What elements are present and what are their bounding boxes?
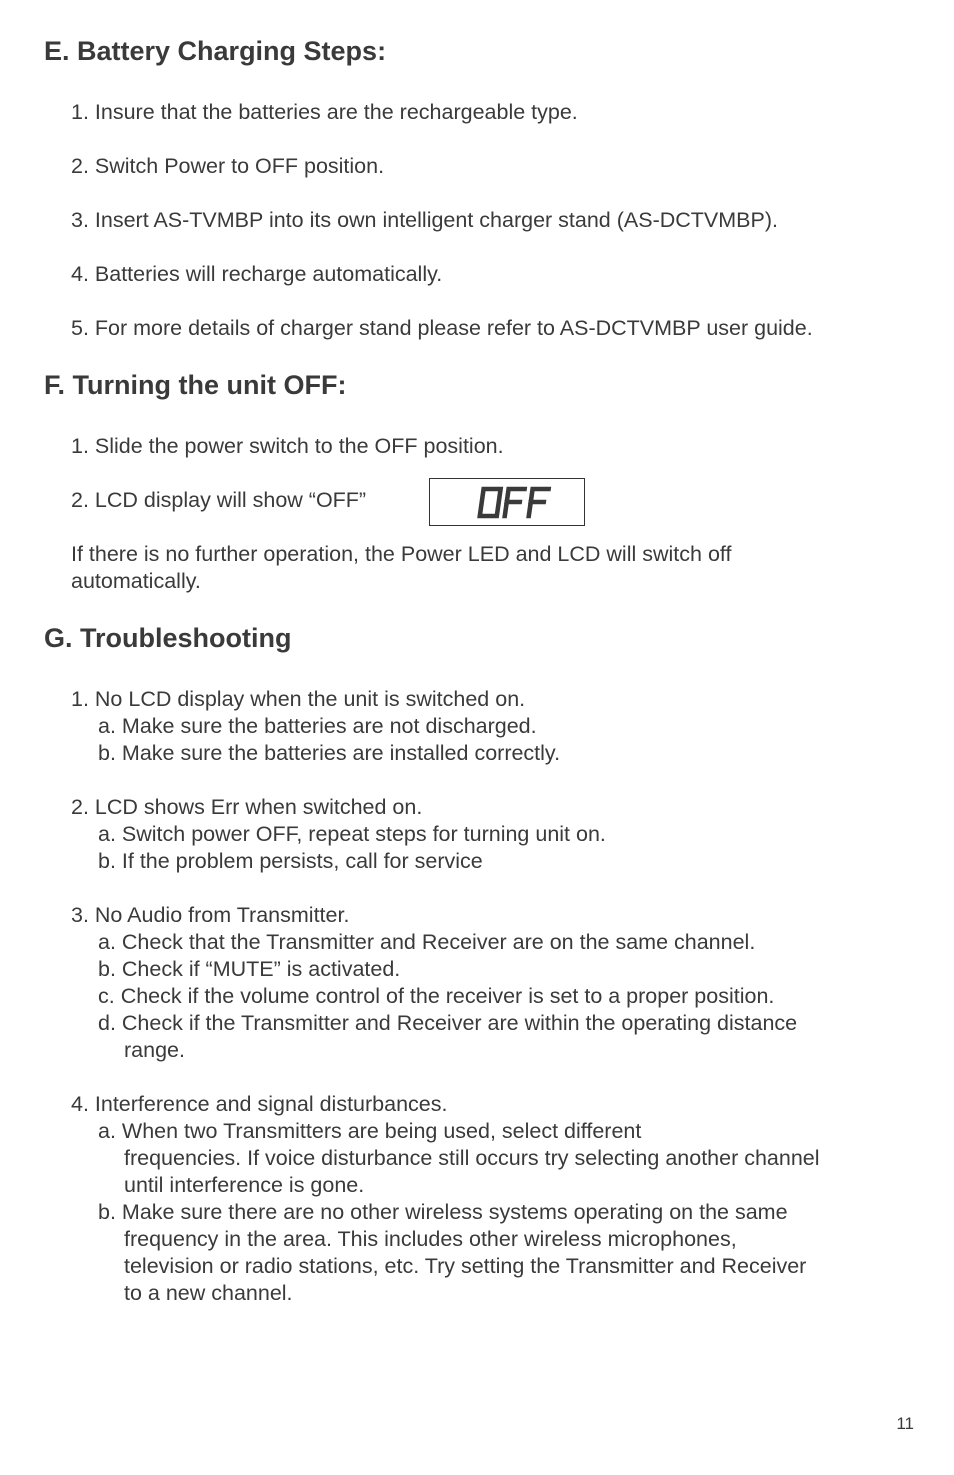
section-heading-troubleshooting: G. Troubleshooting bbox=[44, 623, 292, 653]
trouble-subitem-continued: frequency in the area. This includes other wireless microphones, bbox=[124, 1227, 737, 1251]
trouble-subitem: a. Make sure the batteries are not discharged. bbox=[98, 714, 537, 738]
note-line: If there is no further operation, the Power LED and LCD will switch off bbox=[71, 542, 732, 566]
trouble-subitem-continued: range. bbox=[124, 1038, 185, 1062]
trouble-subitem: d. Check if the Transmitter and Receiver are within the operating distance bbox=[98, 1011, 798, 1035]
step-item: 4. Batteries will recharge automatically. bbox=[71, 262, 443, 286]
trouble-subitem: c. Check if the volume control of the receiver is set to a proper position. bbox=[98, 984, 775, 1008]
trouble-subitem: a. Switch power OFF, repeat steps for turning unit on. bbox=[98, 822, 606, 846]
trouble-subitem: b. Make sure the batteries are installed correctly. bbox=[98, 741, 561, 765]
step-item: 1. Insure that the batteries are the rechargeable type. bbox=[71, 100, 578, 124]
trouble-subitem: b. If the problem persists, call for service bbox=[98, 849, 483, 873]
page-number: 11 bbox=[896, 1414, 914, 1433]
step-item: 1. Slide the power switch to the OFF position. bbox=[71, 434, 504, 458]
trouble-subitem: b. Make sure there are no other wireless systems operating on the same bbox=[98, 1200, 788, 1224]
section-heading-turning-off: F. Turning the unit OFF: bbox=[44, 370, 347, 400]
trouble-item: 3. No Audio from Transmitter. bbox=[71, 903, 350, 927]
trouble-subitem-continued: to a new channel. bbox=[124, 1281, 293, 1305]
step-item: 2. LCD display will show “OFF” bbox=[71, 488, 367, 512]
step-item: 5. For more details of charger stand please refer to AS-DCTVMBP user guide. bbox=[71, 316, 813, 340]
trouble-item: 2. LCD shows Err when switched on. bbox=[71, 795, 423, 819]
trouble-subitem: b. Check if “MUTE” is activated. bbox=[98, 957, 401, 981]
lcd-display-illustration bbox=[429, 478, 585, 526]
trouble-subitem-continued: frequencies. If voice disturbance still occurs try selecting another channel bbox=[124, 1146, 820, 1170]
step-item: 3. Insert AS-TVMBP into its own intelligent charger stand (AS-DCTVMBP). bbox=[71, 208, 778, 232]
section-heading-battery-charging: E. Battery Charging Steps: bbox=[44, 36, 387, 66]
trouble-subitem: a. When two Transmitters are being used, select different bbox=[98, 1119, 642, 1143]
trouble-subitem: a. Check that the Transmitter and Receiver are on the same channel. bbox=[98, 930, 756, 954]
note-line: automatically. bbox=[71, 569, 201, 593]
trouble-subitem-continued: television or radio stations, etc. Try setting the Transmitter and Receiver bbox=[124, 1254, 807, 1278]
trouble-item: 1. No LCD display when the unit is switched on. bbox=[71, 687, 526, 711]
lcd-off-segments bbox=[430, 479, 583, 524]
trouble-item: 4. Interference and signal disturbances. bbox=[71, 1092, 448, 1116]
trouble-subitem-continued: until interference is gone. bbox=[124, 1173, 365, 1197]
step-item: 2. Switch Power to OFF position. bbox=[71, 154, 385, 178]
